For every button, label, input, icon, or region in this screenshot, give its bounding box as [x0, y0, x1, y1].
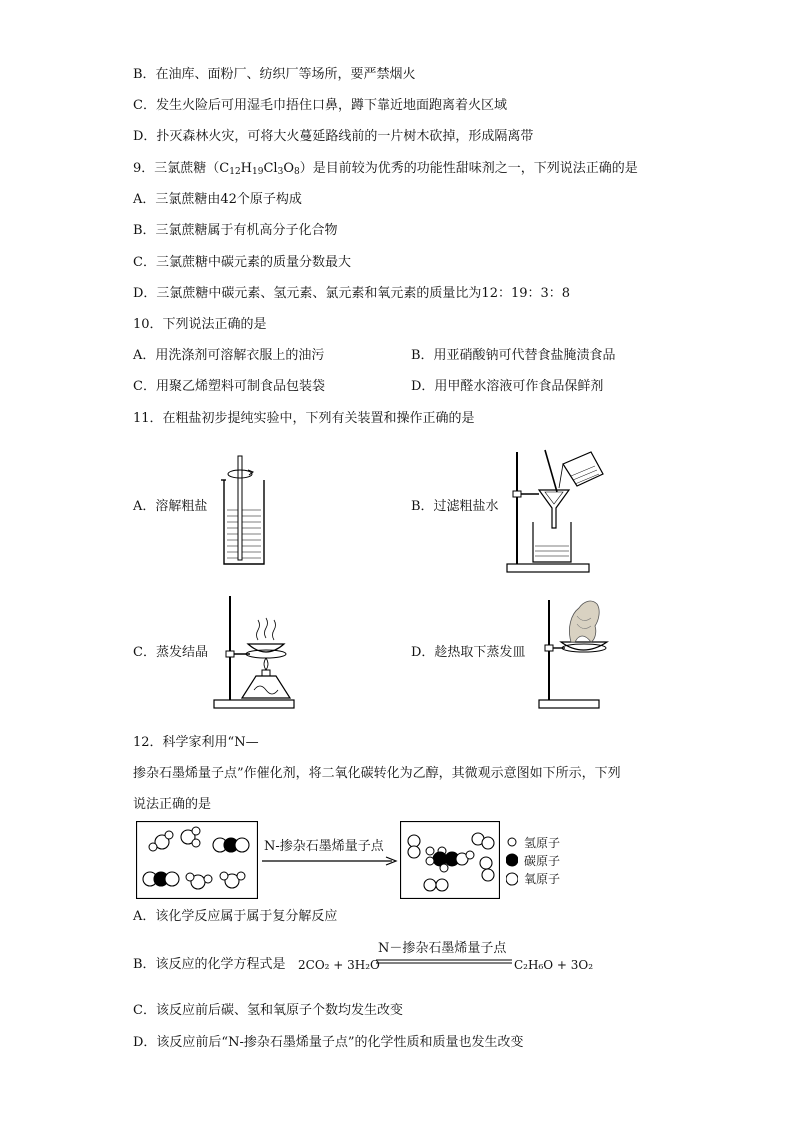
q8-option-b: B．在油库、面粉厂、纺织厂等场所，要严禁烟火: [133, 67, 416, 82]
q11-option-c: C．蒸发结晶: [133, 645, 208, 660]
q12-option-b-prefix: B．该反应的化学方程式是: [133, 957, 286, 972]
q8-option-d: D．扑灭森林火灾，可将大火蔓延路线前的一片树木砍掉，形成隔离带: [133, 129, 534, 144]
q9-option-c: C．三氯蔗糖中碳元素的质量分数最大: [133, 255, 351, 270]
q11-stem: 11．在粗盐初步提纯实验中，下列有关装置和操作正确的是: [133, 411, 475, 426]
q11-option-a: A．溶解粗盐: [133, 499, 208, 514]
q10-option-b: B．用亚硝酸钠可代替食盐腌渍食品: [411, 348, 616, 363]
q10-stem: 10．下列说法正确的是: [133, 317, 267, 332]
q12-legend-oxygen: 氧原子: [524, 872, 561, 886]
q10-option-c: C．用聚乙烯塑料可制食品包装袋: [133, 379, 325, 394]
q12-equation-right: C₂H₆O + 3O₂: [514, 958, 594, 972]
q12-stem-line2: 掺杂石墨烯量子点”作催化剂，将二氧化碳转化为乙醇，其微观示意图如下所示，下列: [133, 766, 621, 781]
q12-legend-hydrogen: 氢原子: [524, 836, 561, 850]
q12-legend-carbon: 碳原子: [524, 854, 561, 868]
q12-option-a: A．该化学反应属于属于复分解反应: [133, 909, 338, 924]
q12-option-c: C．该反应前后碳、氢和氧原子个数均发生改变: [133, 1003, 403, 1018]
q9-option-a: A．三氯蔗糖由42个原子构成: [133, 192, 302, 207]
q12-legend: [506, 836, 518, 888]
q12-stem-line1: 12．科学家利用“N—: [133, 735, 259, 750]
q8-option-c: C．发生火险后可用湿毛巾捂住口鼻，蹲下靠近地面跑离着火区域: [133, 98, 507, 113]
q12-equation-condition: N－掺杂石墨烯量子点: [378, 941, 507, 956]
q12-option-d: D．该反应前后“N-掺杂石墨烯量子点”的化学性质和质量也发生改变: [133, 1035, 524, 1050]
q10-option-d: D．用甲醛水溶液可作食品保鲜剂: [411, 379, 604, 394]
q11-fig-remove-dish: [537, 594, 617, 710]
q12-reactants-box: [136, 821, 258, 899]
q11-fig-evaporate: [212, 594, 298, 710]
q12-reaction-arrow: [262, 856, 398, 866]
q10-option-a: A．用洗涤剂可溶解衣服上的油污: [133, 348, 325, 363]
q11-fig-filter: [505, 448, 607, 574]
q9-stem: 9．三氯蔗糖$(C_{12}H_{19}Cl_3O_8)$是目前较为优秀的功能性甜味剂之一，下列说法正确的是: [133, 161, 638, 177]
q12-equation-left: 2CO₂ + 3H₂O: [298, 958, 380, 972]
q12-equation-bar: [376, 959, 512, 965]
q11-option-b: B．过滤粗盐水: [411, 499, 499, 514]
q12-products-box: [400, 821, 500, 899]
q12-arrow-label: N-掺杂石墨烯量子点: [264, 839, 384, 854]
q9-option-b: B．三氯蔗糖属于有机高分子化合物: [133, 223, 338, 238]
q11-option-d: D．趁热取下蒸发皿: [411, 645, 526, 660]
q12-stem-line3: 说法正确的是: [133, 797, 212, 812]
q9-option-d: D．三氯蔗糖中碳元素、氢元素、氯元素和氧元素的质量比为12：19：3：8: [133, 286, 571, 301]
q11-fig-dissolve: [218, 450, 274, 570]
